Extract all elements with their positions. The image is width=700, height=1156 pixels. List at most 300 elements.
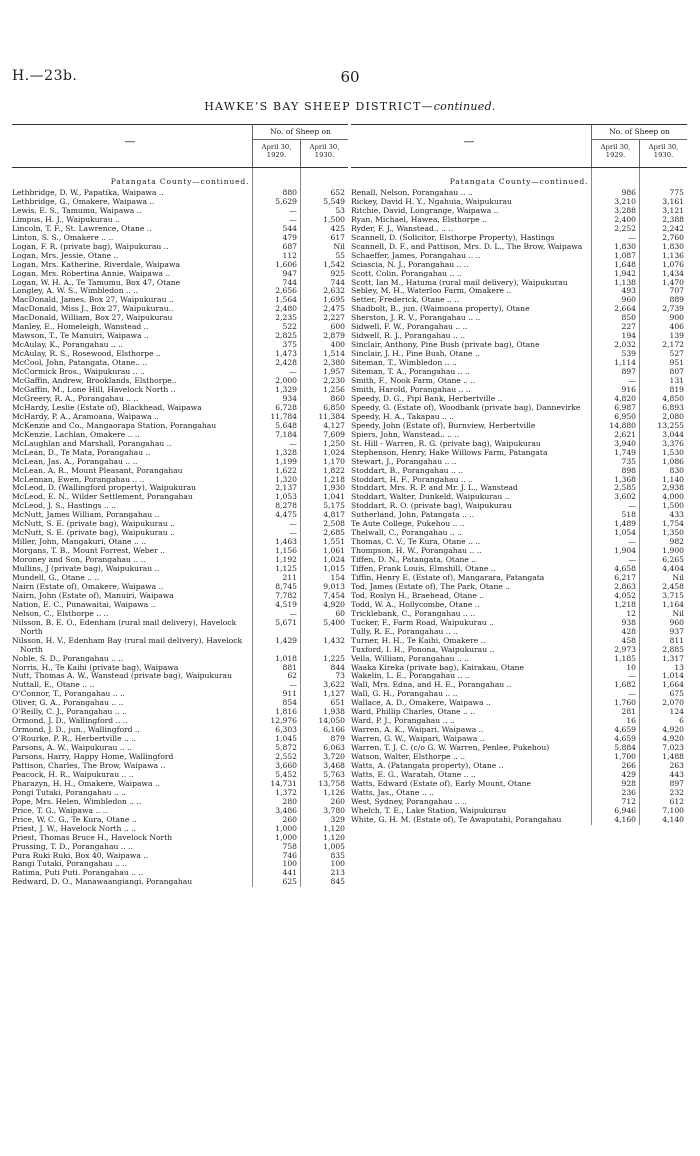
owner-name: Nelson, C., Elsthorpe .. .. [12, 608, 109, 618]
owner-name: Nairn (Estate of), Omakere, Waipawa .. [12, 581, 164, 591]
sheep-1929: 938 [621, 617, 636, 627]
sheep-1929: 1,749 [614, 447, 636, 457]
sheep-1930: 2,938 [662, 483, 684, 493]
owner-name: Peacock, H. R., Waipukurau .. .. [12, 769, 134, 779]
owner-name: McLean, A. R., Mount Pleasant, Porangahau [12, 465, 183, 475]
sheep-1929: 6,303 [275, 725, 297, 735]
sheep-1930: 889 [669, 295, 684, 305]
sheep-1929: 12 [626, 608, 636, 618]
owner-name: Tiffin, Henry E. (Estate of), Mangarara, Patangata [351, 572, 545, 582]
owner-name: Shadbolt, B., jun. (Waimoana property), Otane [351, 304, 530, 314]
sheep-1930: Nil [672, 608, 684, 618]
sheep-1929: 2,585 [614, 483, 636, 493]
sheep-1929: 280 [282, 796, 297, 806]
owner-name: Whelch, T. E., Lake Station, Waipukurau [351, 805, 507, 815]
sheep-1930: 1,218 [323, 474, 345, 484]
owner-name: Scannell, D. F., and Pattison, Mrs. D. L., The Brow, Waipawa [351, 241, 583, 251]
sheep-1929: 1,053 [275, 492, 297, 502]
sheep-1930: 937 [669, 626, 684, 636]
sheep-1929: 2,863 [614, 581, 636, 591]
owner-name: McLeod, E. N., Wilder Settlement, Porangahau [12, 492, 193, 502]
sheep-1929: 758 [282, 841, 297, 851]
owner-name: Pharazyn, H. H., Omakere, Waipawa .. [12, 778, 160, 788]
owner-name: Nilsson, H. V., Edenham Bay (rural mail delivery), Havelock North [12, 635, 243, 654]
owner-name: Logan, Mrs. Robertina Annie, Waipawa .. [12, 268, 171, 278]
owner-name: McLeod, D. (Wallingford property), Waipukurau [12, 483, 197, 493]
sheep-1930: 1,140 [662, 474, 684, 484]
owner-name: Turner, H. H., Te Kaihi, Omakere .. [351, 635, 486, 645]
sheep-1929: 544 [282, 223, 297, 233]
sheep-1930: 612 [669, 796, 684, 806]
sheep-1929: — [628, 537, 636, 547]
sheep-1930: 1,120 [323, 823, 345, 833]
sheep-1929: 281 [621, 707, 636, 717]
sheep-1930: 2,070 [662, 698, 684, 708]
sheep-1930: 925 [330, 268, 345, 278]
sheep-1929: 2,000 [275, 376, 297, 386]
owner-name: Sidwell, F. W., Porangahau .. .. [351, 322, 468, 332]
owner-name: Oliver, G. A., Porangahau .. .. [12, 698, 124, 708]
sheep-1930: 1,488 [662, 752, 684, 762]
sheep-1930: 4,127 [323, 420, 345, 430]
owner-name: Tucker, F., Farm Road, Waipukurau .. [351, 617, 494, 627]
sheep-1930: 6,265 [662, 555, 684, 565]
sheep-1929: 236 [621, 787, 636, 797]
sheep-1929: 1,199 [275, 456, 297, 466]
sheep-1930: 1,256 [323, 384, 345, 394]
sheep-1929: — [289, 214, 297, 224]
sheep-1930: 2,172 [662, 340, 684, 350]
sheep-1930: 3,715 [662, 590, 684, 600]
sheep-1929: 1,564 [275, 295, 297, 305]
sheep-1929: 1,045 [275, 734, 297, 744]
sheep-1929: 960 [621, 295, 636, 305]
sheep-1930: 1,432 [323, 635, 345, 645]
sheep-1930: 3,622 [323, 680, 345, 690]
sheep-1929: 911 [282, 689, 297, 699]
title-main: HAWKE’S BAY SHEEP DISTRICT— [204, 100, 434, 113]
sheep-1930: 11,384 [318, 411, 345, 421]
owner-name: Scannell, D. (Solicitor, Elsthorpe Property), Hastings [351, 232, 555, 242]
sheep-1930: 1,170 [323, 456, 345, 466]
table-row [12, 619, 348, 637]
sheep-1930: 2,227 [323, 313, 345, 323]
sheep-1930: 1,024 [323, 555, 345, 565]
sheep-1930: 744 [330, 277, 345, 287]
owner-name: Thomas, C. V., Te Kura, Otane .. .. [351, 537, 481, 547]
sheep-1929: 4,658 [614, 564, 636, 574]
owner-name: Spiers, John, Wanstead.. .. .. [351, 429, 460, 439]
sheep-1929: 2,252 [614, 223, 636, 233]
name-column-header: — [463, 135, 475, 148]
sheep-1929: 1,463 [275, 537, 297, 547]
sheep-1930: 651 [330, 698, 345, 708]
owner-name: Pura Ruki Ruki, Box 40, Waipawa .. [12, 850, 149, 860]
owner-name: McLaughlan and Marshall, Porangahau .. [12, 438, 172, 448]
sheep-1929: 2,428 [275, 358, 297, 368]
sheep-1929: — [628, 501, 636, 511]
owner-name: Tiffen, Frank Louis, Elmshill, Otane .. [351, 564, 496, 574]
sheep-1930: 433 [669, 510, 684, 520]
owner-name: Parsons, Harry, Happy Home, Wallingford [12, 752, 174, 762]
sheep-1930: 400 [330, 340, 345, 350]
sheep-1930: 1,225 [323, 653, 345, 663]
owner-name: Morgans, T. B., Mount Forrest, Weber .. [12, 546, 166, 556]
sheep-1929: 441 [282, 868, 297, 878]
owner-name: Renall, Nelson, Porangahau .. .. [351, 188, 473, 197]
sheep-1929: — [289, 528, 297, 538]
sheep-1930: 1,250 [323, 438, 345, 448]
owner-name: Stoddart, Mrs. R. P. and Mr. J. L., Wanstead [351, 483, 518, 493]
owner-name: Lincoln, T. F., St. Lawrence, Otane .. [12, 223, 152, 233]
sheep-1929: 947 [282, 268, 297, 278]
sheep-1930: 13,255 [657, 420, 684, 430]
owner-name: Sherston, J. R. V., Porangahau .. .. [351, 313, 481, 323]
sheep-1929: 522 [282, 322, 297, 332]
sheep-1930: 14,050 [318, 716, 345, 726]
sheep-1930: 73 [335, 671, 345, 681]
sheep-1930: 7,609 [323, 429, 345, 439]
owner-name: Nutt, Thomas A. W., Wanstead (private bag), Waipukurau [12, 671, 232, 681]
table-body [12, 168, 348, 887]
sheep-1929: — [289, 205, 297, 215]
sheep-1929: 100 [282, 859, 297, 869]
sheep-1929: 1,054 [614, 528, 636, 538]
sheep-1929: 1,622 [275, 465, 297, 475]
sheep-1930: 960 [669, 617, 684, 627]
sheep-1929: 1,368 [614, 474, 636, 484]
sheep-1929: 3,210 [614, 196, 636, 206]
owner-name: Speedy, John (Estate of), Burnview, Herbertville [351, 420, 536, 430]
sheep-1930: 675 [669, 689, 684, 699]
owner-name: Sidwell, R. J., Porangahau .. .. [351, 331, 466, 341]
owner-name: Warren, T. J. C. (c/o G. W. Warren, Penlee, Pukehou) [351, 743, 550, 753]
owner-name: Lewis, E. S., Tamumu, Waipawa .. [12, 205, 142, 215]
sheep-1930: Nil [333, 241, 345, 251]
sheep-1929: 4,820 [614, 393, 636, 403]
sheep-1929: 227 [621, 322, 636, 332]
sheep-1929: 4,519 [275, 599, 297, 609]
sheep-1929: 687 [282, 241, 297, 251]
sheep-1930: 4,817 [323, 510, 345, 520]
sheep-1930: 3,044 [662, 429, 684, 439]
sheep-1930: 819 [669, 384, 684, 394]
sheep-1930: 1,350 [662, 528, 684, 538]
sheep-1929: 1,372 [275, 787, 297, 797]
table-row [12, 878, 348, 887]
sheep-1930: 1,024 [323, 447, 345, 457]
sheep-1930: 1,127 [323, 689, 345, 699]
sheep-1929: — [289, 608, 297, 618]
table-header [12, 124, 348, 168]
sheep-1929: 898 [621, 465, 636, 475]
sheep-1930: 4,920 [323, 599, 345, 609]
sheep-1930: 2,475 [323, 304, 345, 314]
owner-name: Nilsson, B. E. O., Edenham (rural mail delivery), Havelock North [12, 617, 237, 636]
sheep-1930: 1,830 [662, 241, 684, 251]
sheep-1929: 1,138 [614, 277, 636, 287]
owner-name: Manley, E., Homeleigh, Wanstead .. [12, 322, 149, 332]
owner-name: White, G. H. M. (Estate of), Te Awaputahi, Porangahau [351, 814, 562, 824]
owner-name: Speedy, H. A., Takapau .. .. [351, 411, 455, 421]
sheep-1930: 1,120 [323, 832, 345, 842]
owner-name: Watson, Walter, Elsthorpe .. .. [351, 752, 466, 762]
sheep-1930: 5,763 [323, 769, 345, 779]
sheep-1929: 6,217 [614, 572, 636, 582]
sheep-1929: — [628, 376, 636, 386]
owner-name: Ryder, F. J., Wanstead.. .. .. [351, 223, 454, 233]
sheep-1929: 458 [621, 635, 636, 645]
sheep-1929: 6,728 [275, 402, 297, 412]
sheep-1930: 6,850 [323, 402, 345, 412]
sheep-1929: 7,782 [275, 590, 297, 600]
sheep-1930: 617 [330, 232, 345, 242]
sheep-1930: 443 [669, 769, 684, 779]
owner-name: McKenzie and Co., Mangaorapa Station, Porangahau [12, 420, 217, 430]
owner-name: Tully, R. E., Porangahau .. .. [351, 626, 458, 636]
sheep-count-header: No. of Sheep on [270, 127, 331, 136]
sheep-1929: 4,475 [275, 510, 297, 520]
owner-name: McLeod, J. S., Hastings .. .. [12, 501, 116, 511]
sheep-1929: 5,872 [275, 743, 297, 753]
sheep-1929: 712 [621, 796, 636, 806]
sheep-1929: 1,192 [275, 555, 297, 565]
owner-name: Ryan, Michael, Hawea, Elsthorpe .. [351, 214, 487, 224]
owner-name: Norris, H., Te Kaihi (private bag), Waipawa [12, 662, 179, 672]
sheep-1930: 1,126 [323, 787, 345, 797]
sheep-1930: 3,780 [323, 805, 345, 815]
sheep-1930: 7,100 [662, 805, 684, 815]
sheep-1929: 3,602 [614, 492, 636, 502]
sheep-1929: 1,125 [275, 564, 297, 574]
sheep-1929: 2,235 [275, 313, 297, 323]
sheep-1930: 7,454 [323, 590, 345, 600]
sheep-1929: 3,660 [275, 761, 297, 770]
sheep-1929: 5,452 [275, 769, 297, 779]
sheep-1930: 425 [330, 223, 345, 233]
owner-name: Sciascia, N. J., Porangahau .. .. [351, 259, 469, 269]
sheep-1929: — [289, 367, 297, 377]
sheep-1929: 2,621 [614, 429, 636, 439]
sheep-1929: 1,830 [614, 241, 636, 251]
sheep-1929: 260 [282, 814, 297, 824]
sheep-1930: 2,739 [662, 304, 684, 314]
owner-name: McCormick Bros., Waipukurau .. .. [12, 367, 145, 377]
sheep-1929: — [628, 689, 636, 699]
owner-name: West, Sydney, Porangahau .. .. [351, 796, 467, 806]
sheep-1930: 1,822 [323, 465, 345, 475]
sheep-1930: 775 [669, 188, 684, 197]
sheep-1930: 4,404 [662, 564, 684, 574]
sheep-1929: 2,137 [275, 483, 297, 493]
sheep-1930: 2,508 [323, 519, 345, 529]
owner-name: Price, W. C. G., Te Kura, Otane .. [12, 814, 137, 824]
sheep-1930: 406 [669, 322, 684, 332]
sheep-1930: 6 [679, 716, 684, 726]
owner-name: McGaffin, M., Lone Hill, Havelock North .. [12, 384, 176, 394]
owner-name: Ward, Phillip Charles, Otane .. .. [351, 707, 476, 717]
owner-name: Nairn, John (Estate of), Manuiri, Waipawa [12, 590, 174, 600]
sheep-1930: 3,720 [323, 752, 345, 762]
owner-name: Nation, E. C., Punawaitai, Waipawa .. [12, 599, 156, 609]
sheep-1930: 807 [669, 367, 684, 377]
owner-name: St. Hill - Warren, R. G. (private bag), Waipukurau [351, 438, 541, 448]
owner-name: McLennan, Ewen, Porangahau .. .. [12, 474, 145, 484]
owner-name: Rangi Tutaki, Porangahau .. .. [12, 859, 128, 869]
sheep-1930: 811 [669, 635, 684, 645]
left-table [12, 124, 348, 887]
owner-name: McKenzie, Lachlan, Omakere .. .. [12, 429, 140, 439]
sheep-1929: — [628, 232, 636, 242]
sheep-1930: 2,632 [323, 286, 345, 296]
sheep-1929: 5,629 [275, 196, 297, 206]
sheep-1930: 329 [330, 814, 345, 824]
sheep-1930: 1,900 [662, 546, 684, 556]
sheep-1929: 2,973 [614, 644, 636, 654]
owner-name: Stoddart, H. F., Porangahau .. .. [351, 474, 473, 484]
sheep-1929: 1,000 [275, 823, 297, 833]
owner-name: Te Aute College, Pukehou .. .. [351, 519, 465, 529]
sheep-1929: 1,156 [275, 546, 297, 556]
sheep-1929: 479 [282, 232, 297, 242]
sheep-1930: 6,166 [323, 725, 345, 735]
sheep-1930: 213 [330, 868, 345, 878]
document-reference: H.—23b. [12, 68, 78, 84]
sheep-1930: 1,470 [662, 277, 684, 287]
sheep-1930: 1,136 [662, 250, 684, 260]
sheep-1929: 897 [621, 367, 636, 377]
sheep-1929: 986 [621, 188, 636, 197]
sheep-1930: 263 [669, 761, 684, 770]
sheep-1930: 1,754 [662, 519, 684, 529]
sheep-1930: 1,695 [323, 295, 345, 305]
sheep-1929: 880 [282, 188, 297, 197]
sheep-1930: 4,920 [662, 734, 684, 744]
owner-name: McLean, Jas. A., Porangahau .. .. [12, 456, 138, 466]
year-1930-header: April 30, 1930. [309, 143, 340, 159]
sheep-1930: 53 [335, 205, 345, 215]
owner-name: Logan, W. H. A., Te Tamumu, Box 47, Otane [12, 277, 181, 287]
owner-name: O’Rourke, P. R., Herbertville .. .. [12, 734, 137, 744]
owner-name: Tod, James (Estate of), The Park, Otane .. [351, 581, 511, 591]
sheep-1929: 1,648 [614, 259, 636, 269]
owner-name: Mawson, T., Te Manuiri, Waipawa .. [12, 331, 149, 341]
name-column-header: — [124, 135, 136, 148]
sheep-1929: 266 [621, 761, 636, 770]
sheep-1930: 900 [669, 313, 684, 323]
owner-name: Miller, John, Mangakuri, Otane .. .. [12, 537, 147, 547]
sheep-1929: 850 [621, 313, 636, 323]
owner-name: Speedy, D. G., Pipi Bank, Herbertville .. [351, 393, 503, 403]
sheep-1929: 112 [282, 250, 297, 260]
sheep-1930: 1,957 [323, 367, 345, 377]
sheep-1929: 194 [621, 331, 636, 341]
sheep-1929: 1,329 [275, 384, 297, 394]
sheep-1930: 1,434 [662, 268, 684, 278]
sheep-1929: 746 [282, 850, 297, 860]
sheep-1930: 2,080 [662, 411, 684, 421]
sheep-1930: 1,500 [662, 501, 684, 511]
sheep-1930: 879 [330, 734, 345, 744]
owner-name: Stoddart, Walter, Dunkeld, Waipukurau .. [351, 492, 510, 502]
owner-name: Price, T. G., Waipawa .. .. [12, 805, 108, 815]
sheep-1930: 1,076 [662, 259, 684, 269]
owner-name: Ormond, J. D., Wallingford .. .. [12, 716, 128, 726]
sheep-1929: 1,114 [614, 358, 636, 368]
owner-name: MacDonald, James, Box 27, Waipukurau .. [12, 295, 174, 305]
sheep-1929: 428 [621, 626, 636, 636]
owner-name: Scott, Colin, Porangahau .. .. [351, 268, 462, 278]
sheep-1929: — [628, 671, 636, 681]
owner-name: Lethbridge, G., Omakere, Waipawa .. [12, 196, 155, 206]
sheep-count-header: No. of Sheep on [609, 127, 670, 136]
sheep-1930: 835 [330, 850, 345, 860]
sheep-1930: 60 [335, 608, 345, 618]
sheep-1929: 2,400 [614, 214, 636, 224]
owner-name: Priest, J. W., Havelock North .. .. [12, 823, 136, 833]
owner-name: Priest, Thomas Bruce H., Havelock North [12, 832, 173, 842]
sheep-1929: 6,987 [614, 402, 636, 412]
sheep-1929: 928 [621, 778, 636, 788]
sheep-1930: 13 [674, 662, 684, 672]
sheep-1930: 2,388 [662, 214, 684, 224]
owner-name: Tiffen, D. N., Patangata, Otane .. [351, 555, 477, 565]
owner-name: Parsons, A. W., Waipukurau .. .. [12, 743, 132, 753]
sheep-1930: 1,005 [323, 841, 345, 851]
owner-name: Tuxford, I. H., Ponona, Waipukurau .. [351, 644, 495, 654]
owner-name: Watts, E. G., Waratah, Otane .. .. [351, 769, 476, 779]
owner-name: Mundell, G., Otane .. .. [12, 572, 100, 582]
owner-name: Thelwall, C., Porangahau .. .. [351, 528, 462, 538]
sheep-1930: 6,893 [662, 402, 684, 412]
owner-name: McNutt, S. E. (private bag), Waipukurau .. [12, 519, 175, 529]
owner-name: Wallace, A. D., Omakere, Waipawa .. [351, 698, 491, 708]
sheep-1930: 1,664 [662, 680, 684, 690]
sheep-1929: 1,489 [614, 519, 636, 529]
sheep-1930: 232 [669, 787, 684, 797]
sheep-1930: 600 [330, 322, 345, 332]
sheep-1930: 1,061 [323, 546, 345, 556]
page-number: 60 [340, 68, 360, 86]
owner-name: Thompson, H. W., Porangahau .. .. [351, 546, 482, 556]
sheep-1929: 10 [626, 662, 636, 672]
sheep-1930: 1,930 [323, 483, 345, 493]
owner-name: Logan, Mrs. Jessie, Otane .. [12, 250, 119, 260]
owner-name: Ratima, Puti Puti. Porangahau .. .. [12, 868, 144, 878]
sheep-1930: Nil [672, 572, 684, 582]
sheep-1930: 1,530 [662, 447, 684, 457]
sheep-1930: 4,850 [662, 393, 684, 403]
sheep-1929: 2,552 [275, 752, 297, 762]
sheep-1929: 1,000 [275, 832, 297, 842]
owner-name: Watts, Jas., Otane .. .. [351, 787, 434, 797]
owner-name: McNutt, S. E. (private bag), Waipukurau .. [12, 528, 175, 538]
sheep-1929: 2,656 [275, 286, 297, 296]
owner-name: Ward, P. J., Porangahau .. .. [351, 716, 455, 726]
owner-name: Stephenson, Henry, Hake Willows Farm, Patangata [351, 447, 548, 457]
sheep-1929: 2,664 [614, 304, 636, 314]
owner-name: Moroney and Son, Porangahau .. .. [12, 555, 146, 565]
sheep-1929: 8,745 [275, 581, 297, 591]
sheep-1929: 6,950 [614, 411, 636, 421]
sheep-1930: 260 [330, 796, 345, 806]
sheep-1930: 3,376 [662, 438, 684, 448]
sheep-1929: 1,328 [275, 447, 297, 457]
owner-name: McGaffin, Andrew, Brooklands, Elsthorpe.. [12, 376, 177, 386]
owner-name: Logan, F. R. (private bag), Waipukurau .. [12, 241, 169, 251]
owner-name: Scott, Ian M., Hatuma (rural mail delivery), Waipukurau [351, 277, 568, 287]
owner-name: Smith, F., Nook Farm, Otane .. .. [351, 376, 476, 386]
